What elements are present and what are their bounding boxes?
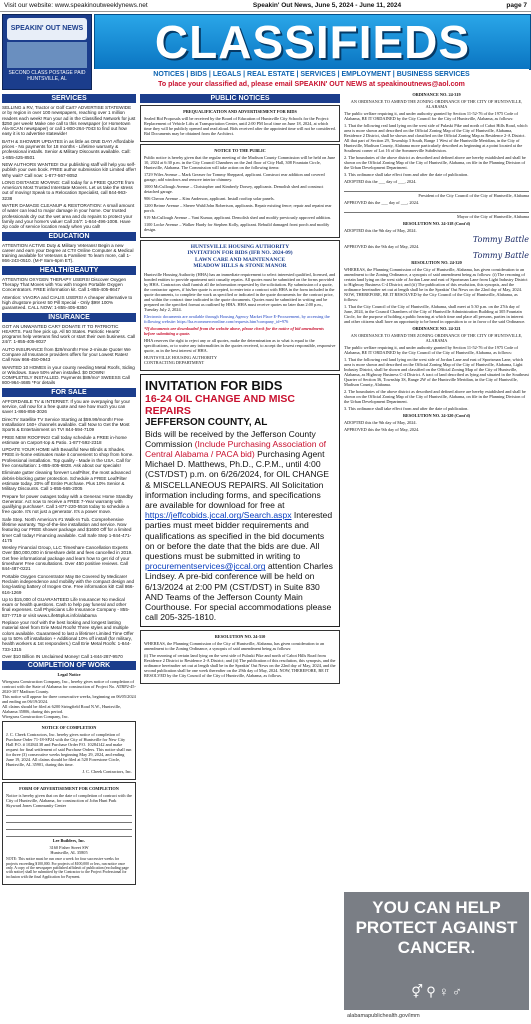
ordinance-text3: 2. The boundaries of the above district as described and defined above are hereby established and shall be shown on the Official Zoning Map of the City of Huntsville, Alabama, on file in the Planning Division of the Urban Development Department. <box>344 155 526 170</box>
invitation-for-bids <box>140 374 340 628</box>
notice-of-completion-box <box>2 721 136 780</box>
bid-link-email[interactable]: procurementservices@jccal.org <box>145 561 266 572</box>
contractor-name: Lee Builders, Inc. <box>52 838 86 844</box>
ordinance-sub: AN ORDINANCE TO AMEND THE ZONING ORDINANCE OF THE CITY OF HUNTSVILLE, ALABAMA <box>350 99 523 109</box>
column-public-notices <box>140 92 340 686</box>
email-instructions: To place your classified ad, please email SPEAKIN' OUT NEWS at speakinoutnews@aol.com <box>94 80 529 90</box>
bid-place: JEFFERSON COUNTY, AL <box>145 416 268 428</box>
logo-photo <box>7 42 87 68</box>
column-ordinances <box>344 92 529 434</box>
ad-headline: YOU CAN HELP PROTECT AGAINST CANCER. <box>355 898 518 957</box>
ordinance-title: ORDINANCE NO. 24-319 <box>412 92 461 97</box>
signature: Tommy Battle <box>472 251 529 260</box>
ad-item: SELLING a RV, Tractor or Golf Cart? ADVERTISE STATEWIDE or by region in over 100 newspapers, reaching over 1 million readers each week! Run your ad in the Classified Network for just $250 per week! Make one call to this newspaper (or Hometown Ala-SCAN newspaper) or call 1-800-264-7043 to find out how easy it is to advertise statewide! <box>2 105 136 137</box>
ordinance2-text2: 1. That the following real land lying on the west side of Jordan Lane and east of Sportsman Lane, which area is more shown and described on the Official Zoning Map of the City of Huntsville, Alabama, Light Industry District, shall be shown and classified on the Official Zoning Map of the City of Huntsville, Alabama, as Highway Business C-4 District. A tract of land described as lying and situated in the Southeast Quarter of Section 36, Township 3S, Range 2W of the Huntsville Meridian, in the City of Huntsville, Madison County, Alabama. <box>344 357 529 387</box>
ad-symbols-icon: ⚥ ⚲ ♀ ♂ <box>411 984 462 999</box>
ad-item: LONG DISTANCE MOVING: Call today for a FREE QUOTE from America's Most Trusted Interstate Movers. Let us take the stress out of moving! Speak to a Relocation Specialist, call 844-963-3238 <box>2 179 135 201</box>
section-header-forsale: FOR SALE <box>2 388 136 397</box>
ad-item: Eliminate gutter cleaning forever! LeafFilter, the most advanced debris-blocking gutter protection. Schedule a FREE LeafFilter estimate today. 20% off Entire Purchase. Plus 10% Senior & Military Discounts. Call 1-855-565-2005 <box>2 470 131 492</box>
ad-item: FREE NEW ROOFING! Call today schedule a FREE in-home estimate on Carport-top & Patio. 1-877-592-2318 <box>2 434 127 445</box>
resolution2-title: RESOLUTION NO. 24-318 (Cont'd) <box>402 221 471 226</box>
ad-item: Attention: VIAGRA and CIALIS USERS! A cheaper alternative to high drugstore prices! 50 Pill Special - Only $99! 100% guaranteed. CALL NOW: 1-855-405-8350 <box>2 294 133 311</box>
ordinance-approved: APPROVED this the ___ day of ___, 2024. <box>344 200 420 205</box>
ad-item: UPDATE YOUR HOME with Beautiful New Blinds & Shades. FREE in-home estimates make it convenient to shop from home. Professional installation. Top quality - Made in the USA. Call for free consultation: 1-855-405-6828. Ask about our specials! <box>2 447 134 469</box>
resolution3-title: RESOLUTION NO. 24-320 <box>411 260 462 265</box>
ordinance2-text4: 3. This ordinance shall take effect from and after the date of publication. <box>344 406 469 411</box>
contractor-address: 3160 Fisher Street SW Huntsville, AL 35805 <box>49 845 89 856</box>
completion-notice: Wiregrass Construction Company, Inc., hereby gives notice of completion of contract with the State of Alabama for construction of Project No. ATRP2-45-2020-107 Madison County. This notice will appear for three consecutive weeks, beginning on 06/05/2024 and ending on 06/19/2024. All claims should be filed at 6200 Stringfield Road N.W., Huntsville, Alabama 35806, during this period. Wiregrass Construction Company, Inc. <box>2 679 136 720</box>
ordinance-text2: 1. That the following real land lying on the west side of Pulaski Pike and north of Cabot Hills Road, which area is more shown and described on the Official Zoning Map of the City of Huntsville, Alabama, Residence 2 District, shall be shown and classified on the Official Zoning Map as Residence 2-A District. All that part of Section 29, Township 3 South, Range 1 West of the Huntsville Meridian, in the City of Huntsville, Madison County, Alabama more particularly described as beginning at a point located at the Southeast corner of Lot 16 of the Sommerville Subdivision. <box>344 123 528 153</box>
ordinance2-sub: AN ORDINANCE TO AMEND THE ZONING ORDINANCE OF THE CITY OF HUNTSVILLE, ALABAMA <box>350 333 523 343</box>
ntp-item: 1729 Wiles Avenue – Mark Greaser for Tommy Sheppard, applicant. Construct rear addition and covered garage; add windows and remove interior chimney. <box>144 172 325 182</box>
ntp-title: NOTICE TO THE PUBLIC <box>214 148 266 153</box>
bid-link-search[interactable]: https://jeffcobids.jccal.org/Search.aspx <box>145 510 292 521</box>
resolution4-approved: APPROVED this the 9th day of May, 2024. <box>344 427 420 432</box>
bid-p1-red: (Include Purchasing Association of Central Alabama / PACA bid) <box>145 438 327 460</box>
newspaper-logo <box>2 14 92 90</box>
bid-p4: A pre-bid conference will be held on 6/13/2024 at 2:00 PM (CST/DST) in Suite 830 AND Teams of the Jefferson County Main Courthouse. For special accommodations please call 205-325-1810. <box>145 571 332 623</box>
form-of-advertisement-box <box>2 782 136 885</box>
hha-invitation <box>140 240 340 371</box>
section-header-completion: COMPLETION OF WORK <box>2 661 136 670</box>
ordinance-text: The public welfare requiring it, and under authority granted by Section 11-52-76 of the 1975 Code of Alabama, BE IT ORDAINED by the City Council for the City of Huntsville, Alabama, as follows: <box>344 111 518 121</box>
ad-item: Over $10 Billion IN Unclaimed Money! Call 1-844-287-9570 <box>2 653 123 659</box>
notice-text: J. C. Cheek Contractors, Inc. hereby gives notice of completion of Purchase Order 71-18-SP24 with the City of Huntsville for New City Hall P.O. # 10284138 and Purchase Order P.O. 10284142 and make request for final settlement of said Purchase Orders. This notice shall run for three (3) consecutive weeks beginning May 29, 2024, and ending June 19, 2024. All claims should be filed at 520 Forrestone Circle, Huntsville, AL 35901, during this time. <box>6 732 132 768</box>
ntp-item: 1200 Beirne Avenue – Sheree Wahl/John Robertson, applicants. Repair existing fence; repair and repaint rear porch. <box>144 203 332 213</box>
ad-item: ATTENTION ACTIVE Duty & Military Veterans! Begin a new career and earn your Degree at CTI! Online Computer & Medical training available for Veterans & Families! To learn more, call 1-866-243-0510. (M-F 8am-6pm ET). <box>2 242 134 264</box>
logo-tagline: SECOND CLASS POSTAGE PAID HUNTSVILLE, AL <box>8 70 86 82</box>
ntp-item: 906 Cheron Avenue – Kim Anderson, applicant. Install rooftop solar panels. <box>144 196 275 201</box>
logo-title: SPEAKIN' OUT NEWS <box>7 18 87 40</box>
ntp-item: 919 McCullough Avenue – Vani Kumar, applicant. Demolish shed and modify previously approved addition. <box>144 215 332 220</box>
resolution2-adopted: ADOPTED this the 9th day of May, 2024. <box>344 228 417 233</box>
section-header-public-notices: PUBLIC NOTICES <box>140 94 340 103</box>
resolution2-approved: APPROVED this the 9th day of May, 2024. <box>344 244 420 249</box>
resolution4-adopted: ADOPTED this the 9th day of May, 2024. <box>344 420 417 425</box>
ad-item: WANTED 10 HOMES in your county needing Metal Roofs, Siding or Windows. Save 50% when installed. $0 DOWN! COMPLETELY INSTALLED. Payments $89/mo* SWEESS Call 800-964-4685 *For details <box>2 364 135 386</box>
ad-item: AUTO INSURANCE from $29/month! Free 2-minute Quote! We Compare all Insurance providers offers for you! Lowest Rates! Call Now 866-450-0943 <box>2 346 131 363</box>
ad-item: AFFORDABLE TV & INTERNET. If you are overpaying for your service, call now for a free quote and see how much you can save! 1-866-856-3026 <box>2 398 131 415</box>
prequal-title: PREQUALIFICATION AND ADVERTISEMENT FOR BIDS <box>183 109 297 114</box>
resolution-24-310 <box>140 630 340 684</box>
hha-address: HUNTSVILLE HOUSING AUTHORITY CONTRACTING DEPARTMENT <box>144 354 218 365</box>
bid-subtitle: 16-24 OIL CHANGE AND MISC REPAIRS <box>145 392 295 417</box>
ordinance-adopted: ADOPTED this the ___ day of ___, 2024. <box>344 179 417 184</box>
ntp-text: Public notice is hereby given that the regular meeting of the Madison County Commission will be held on June 10, 2024 at 6:30 p.m. in the City Council Chambers on the 2nd floor of City Hall, 308 Fountain Circle, Huntsville, Alabama. The Commission will take action on the following items: <box>144 155 336 170</box>
prequalification-notice <box>140 105 340 142</box>
ad-item: NEW AUTHORS WANTED! Our publishing staff will help you self-publish your own book. FREE author submission kit! Limited offer! Why wait? Call now: 1-877-567-8052 <box>2 161 136 178</box>
form-footnote: NOTE: This notice must be run once a week for four successive weeks for projects exceeding $100,000. For projects of $100,000 or less, run notice once only. A copy of the newspaper published affidavit of publication (excluding page with notice) shall be submitted by the Contractor to the Project Professional for inclusion with the final Application for Payment. <box>6 857 129 879</box>
bid-p3: attention Charles Lindsey. <box>145 561 333 582</box>
legal-notice-label: Legal Notice <box>57 672 81 678</box>
section-header-health: HEALTH/BEAUTY <box>2 266 136 275</box>
hha-text3: HHA reserves the right to reject any or all quotes, make the determination as to what is equal to the specifications, or to waive any informalities in the quotes received, to accept the lowest responsible, responsive quote, as in the best interest of HHA. <box>144 337 336 353</box>
notice-title: NOTICE OF COMPLETION <box>41 725 97 731</box>
ad-item: Safe Step. North America's #1 Walk-In Tub. Comprehensive lifetime warranty. Top-of-the-line installation and service. Now featuring our FREE shower package and $1600 Off for a limited time! Call today! Financing available. Call Safe Step 1-844-471-4175 <box>2 516 132 543</box>
hha-note: *If documents are downloaded from the website above, please check for the notice of bid amendments before submitting a quote. <box>144 325 324 336</box>
category-nav: NOTICES | BIDS | LEGALS | REAL ESTATE | SERVICES | EMPLOYMENT | BUSINESS SERVICES <box>94 69 529 80</box>
issue-label: Speakin' Out News, June 5, 2024 - June 11, 2024 <box>252 2 402 9</box>
ntp-item: 1100 Locke Avenue – Walker Hardy for Stephen Kolly, applicant. Rebuild damaged front porch and modify design. <box>144 222 330 232</box>
form-title: FORM OF ADVERTISEMENT FOR COMPLETION <box>19 786 119 792</box>
prequal-text: Sealed Bid Proposals will be received by the Board of Education of Huntsville City Schools for the Project: Replacement of Vehicle Lifts at Transportation Center, until 2:00 PM local time on June 18, 2024, at which time they will be publicly opened and read aloud. Bids received after the appointed time will not be considered. Bid Documents may be obtained from the Architect. <box>144 116 336 136</box>
ad-item: GOT AN UNWANTED CAR? DONATE IT TO PATRIOTIC HEARTS. Fast free pick up. All 50 States. Patriotic Hearts' programs help veterans find work or start their own business. Call 24/7: 1-855-405-8027 <box>2 323 136 345</box>
bid-p1b: Purchasing Agent Michael D. Matthews, Ph.D., C.P.M., until 4:00 (CST/DST) p.m. on 6/26/2024, for OIL CHANGE & MISCELLANEOUS REPAIRS. All Solicitation information including forms, and specifications are available for download for free at <box>145 449 330 511</box>
resolution-text: WHEREAS, the Planning Commission of the City of Huntsville, Alabama, has given consideration to an amendment to the Zoning Ordinance, a synopsis of said amendment being as follows: <box>144 641 325 652</box>
page-number: page 7 <box>506 2 527 9</box>
ad-item: Replace your roof with the best looking and longest lasting material steel from Erie Metal Roofs! Three styles and multiple colors available. Guaranteed to last a lifetime! Limited Time Offer up to 50% off installation + Additional 10% off install (for military, health workers & 1st responders.) Call Erie Metal Roofs: 1-844-733-1315 <box>2 620 134 652</box>
ad-footer-link[interactable]: alabamapublichealth.gov/imm <box>344 1010 529 1022</box>
ad-item: Wesley Financial Group, LLC Timeshare Cancellation Experts Over $50,000,000 in timeshare debt and fees cancelled in 2019. Get free informational package and learn how to get rid of your timeshare! Free consultations. Over 450 positive reviews. Call 844-487-0221 <box>2 545 133 572</box>
ad-item: ATTENTION OXYGEN THERAPY USERS! Discover Oxygen Therapy That Moves with You with Inogen Portable Oxygen Concentrators. FREE information kit. Call 1-855-405-8647 <box>2 276 127 293</box>
ad-item: BATH & SHOWER UPDATES in as little as ONE DAY! Affordable prices - No payments for 18 months - Lifetime warranty & professional installs. Senior & Military Discounts available. Call: 1-855-425-8501 <box>2 138 135 160</box>
signature: Tommy Battle <box>472 235 529 244</box>
hha-text: Huntsville Housing Authority (HHA) has an immediate requirement to select interested qualified, licensed, and bonded entities to provide apartment unit casualty repairs. All quotes must be submitted on the forms provided by HHA. Contractors shall furnish all the information requested by the solicitation. By submission of a quote, the contractor agrees, if his/her quote is accepted, to enter into a contract with HHA in the form included in the quote documents, to complete the work as specified or indicated in the quote documents for the contract price, and within the contract time indicated in the quote documents. Quotes must be submitted in writing and be prepared on the specified format as outlined by HHA. HHA must receive quotes no later than 2:00 p.m., Tuesday July 2, 2024. <box>144 271 336 312</box>
section-header-services: SERVICES <box>2 94 136 103</box>
ad-item: Up to $15,000 of GUARANTEED Life Insurance! No medical exam or health questions. Cash to help pay funeral and other final expenses. Call Physicians Life Insurance Company - 855-837-7719 or visit www.Life55plus.info/alabama <box>2 596 130 618</box>
ad-item: DirecTV Satellite TV Service Starting at $59.99/month! Free Installation! 160+ channels available. Call Now to Get the Most Sports & Entertainment on TV! 844-594-7109 <box>2 416 130 433</box>
classifieds-header <box>0 12 531 90</box>
public-health-ad[interactable] <box>344 892 529 1022</box>
resolution3-text: WHEREAS, the Planning Commission of the City of Huntsville, Alabama, has given consideration to an amendment to the Zoning Ordinance, a synopsis of said amendment being as follows: (i) The rezoning of certain land lying on the west side of Jordan Lane and east of Sportsman Lane from Light Industry District to Highway Business C-4 District; and (ii) The publication of this resolution, this synopsis, and the ordinance hereinafter set out at length shall be in the Speakin' Out News on the 22nd day of May, 2024. NOW, THEREFORE, BE IT RESOLVED by the City Council of the City of Huntsville, Alabama, as follows: <box>344 267 528 302</box>
resolution4-title: RESOLUTION NO. 24-320 (Cont'd) <box>402 413 471 418</box>
ntp-item: 1000 McCullough Avenue – Christopher and Kimberly Dorsey, applicants. Demolish shed and construct detached garage. <box>144 184 324 194</box>
page-topbar <box>0 0 531 12</box>
hha-title: HUNTSVILLE HOUSING AUTHORITY INVITATION FOR BIDS (IFB NO. 2024-09) LAWN CARE AND MAINTENANCE MEADOW HILLS & STONE MANOR <box>187 244 293 270</box>
ordinance2-text: The public welfare requiring it, and under authority granted by Section 11-52-76 of the 1975 Code of Alabama, BE IT ORDAINED by the City Council of the City of Huntsville, Alabama, as follows: <box>344 345 518 355</box>
classifieds-title: CLASSIFIEDS <box>154 16 471 68</box>
hha-link[interactable]: Electronic documents are available through Housing Agency Market Place E-Procurement, by accessing the following website: https://ha.ecommerceonline.com/requests.htm?company_id=976 <box>144 313 330 324</box>
bid-p1: Bids will be received by the Jefferson County Commission <box>145 428 316 449</box>
resolution-title: RESOLUTION NO. 24-310 <box>214 634 266 640</box>
classifieds-banner <box>94 14 531 70</box>
section-header-education: EDUCATION <box>2 232 136 241</box>
bid-p2: Interested parties must meet bidder requirements and qualifications as specified in the bid documents on or before the date that the bids are due. All questions must be submitted in writing to <box>145 510 333 562</box>
bid-title: INVITATION FOR BIDS <box>145 377 283 393</box>
ad-item: Prepare for power outages today with a Generac Home Standby Generator. Act now to receive a FREE 7-Year warranty with qualifying purchase*. Call 1-877-220-5516 today to schedule a free quote. It's not just a generator. It's a power move. <box>2 493 133 515</box>
website-label[interactable]: Visit our website: www.speakinoutweeklynews.net <box>4 2 148 9</box>
form-text: Notice is hereby given that on the date of completion of contract with the City of Huntsville, Alabama, for construction of John Hunt Park Skyward Jones Community Center <box>6 793 132 809</box>
notice-to-public <box>140 144 340 238</box>
ordinance2-text3: 2. The boundaries of the above district as described and defined above are hereby established and shall be shown on the Official Zoning Map of the City of Huntsville, Alabama, on file in the Planning Division of the Urban Development Department. <box>344 389 526 404</box>
ad-item: Portable Oxygen Concentrator May Be Covered by Medicare! Reclaim independence and mobility with the compact design and long-lasting battery of Inogen One. Free information kit! Call 866-616-1269 <box>2 573 135 595</box>
section-header-insurance: INSURANCE <box>2 313 136 322</box>
notice-signer: J. C. Cheek Contractors, Inc. <box>82 769 132 775</box>
resolution3-text2: 1. That the City Council of the City of Huntsville, Alabama, shall meet at 5:30 p.m. on the 27th day of June, 2024, in the Council Chambers of the City of Huntsville Administration Building at 305 Fountain Circle, for the purpose of holding a public hearing at which time and place all persons, parties in interest and other citizens shall have an opportunity to be heard in opposition to or in favor of the said Ordinance. <box>344 304 526 324</box>
ad-item: WATER DAMAGE CLEANUP & RESTORATION: A small amount of water can lead to major damage in your home. Our trusted professionals dry out the wet area and do repairs to protect your family and your home's value! Call 24/7: 1-844-496-1008. Have zip code of service location ready when you call! <box>2 203 135 230</box>
column-services <box>2 92 136 887</box>
ordinance-mayor: Mayor of the City of Huntsville, Alabama <box>457 214 529 219</box>
ordinance2-title: ORDINANCE NO. 24-321 <box>412 326 461 331</box>
ordinance-president: President of the City Council of the City of Huntsville, Alabama <box>418 193 529 198</box>
resolution-text2: (i) The rezoning of certain land lying on the west side of Pulaski Pike and north of Cabot Hills Road from Residence 2 District to Residence 2-A District; and (ii) The publication of this resolution, this synopsis, and the ordinance hereinafter set out at length shall be in the Speakin' Out News on the 22nd day of May, 2024, and the second publication shall be one week thereafter on the 29th day of May, 2024. NOW, THEREFORE, BE IT RESOLVED by the City Council of the City of Huntsville, Alabama, as follows. <box>144 653 336 679</box>
ordinance-text4: 3. This ordinance shall take effect from and after the date of publication. <box>344 172 469 177</box>
